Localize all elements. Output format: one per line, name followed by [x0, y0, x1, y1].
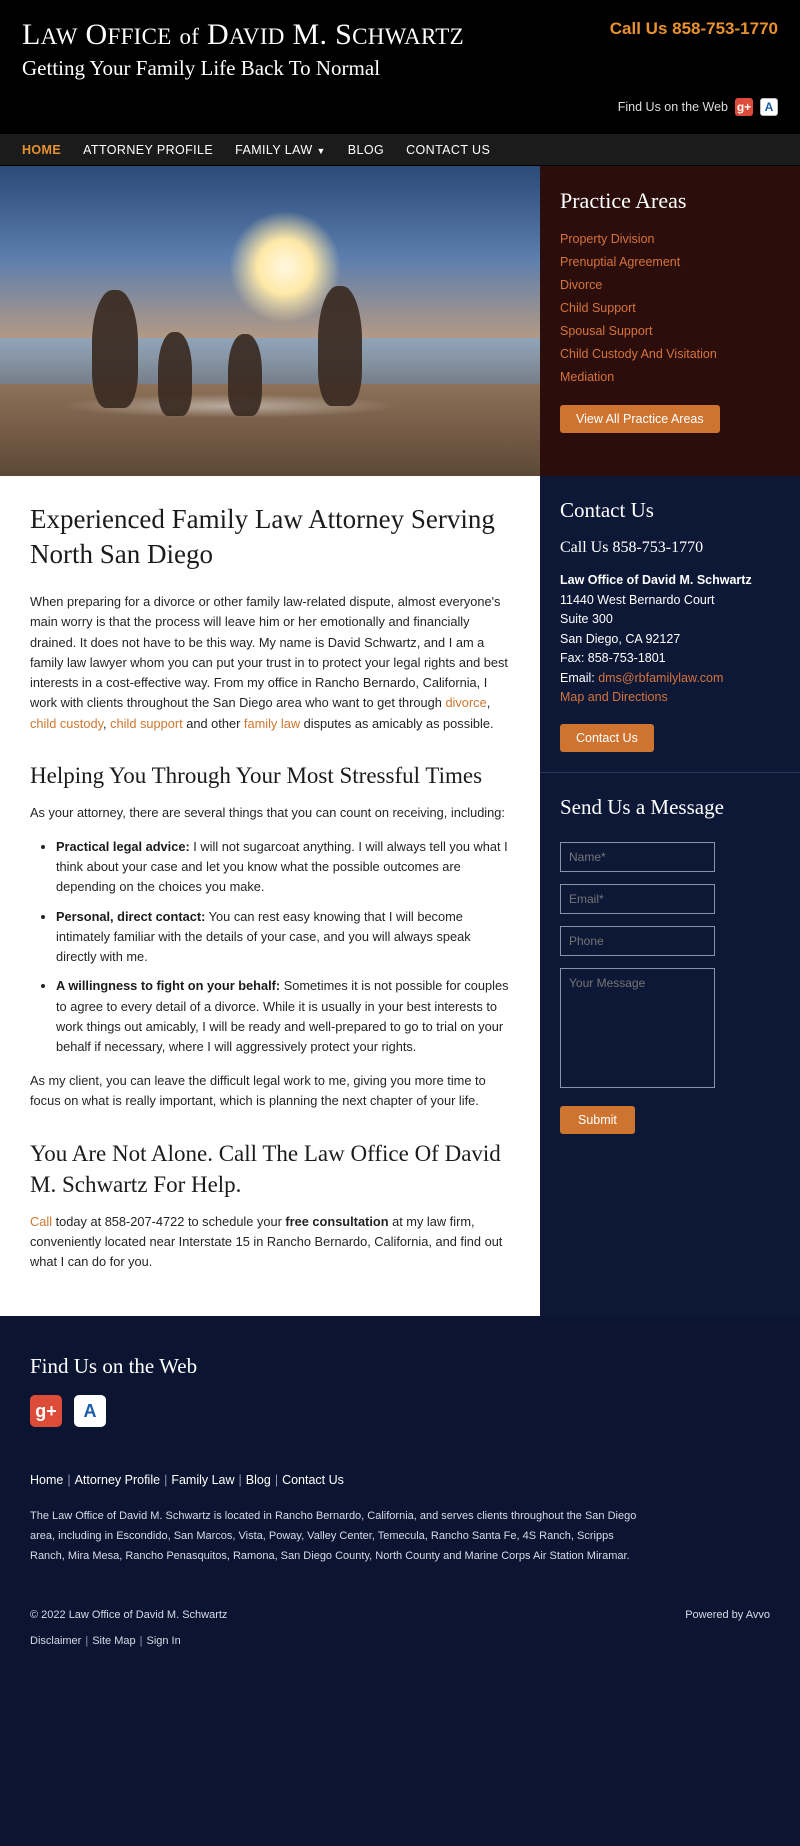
- figure-adult-right: [318, 286, 362, 406]
- practice-areas-list: [560, 230, 780, 386]
- list-item: • Personal, direct contact: You can rest easy knowing that I will become intimately familiar with the details of your case, and you will always speak directly with me.: [56, 907, 510, 968]
- map-directions-link[interactable]: Map and Directions: [560, 690, 668, 704]
- figure-adult-left: [92, 290, 138, 408]
- message-form-title: Send Us a Message: [560, 794, 724, 819]
- avvo-icon[interactable]: A: [74, 1395, 106, 1427]
- practice-link-prenuptial-agreement[interactable]: Prenuptial Agreement: [560, 255, 681, 269]
- practice-link-spousal-support[interactable]: Spousal Support: [560, 324, 653, 338]
- submit-button[interactable]: Submit: [560, 1106, 635, 1134]
- header-phone[interactable]: Call Us 858-753-1770: [609, 19, 778, 38]
- footer-bottom-bar: [30, 1601, 770, 1621]
- section-heading-not-alone: You Are Not Alone. Call The Law Office Of David M. Schwartz For Help.: [30, 1140, 501, 1197]
- benefits-list: [30, 837, 510, 1057]
- footer-nav-blog[interactable]: Blog: [245, 1473, 271, 1488]
- footer-nav-contact-us[interactable]: Contact Us: [282, 1473, 344, 1488]
- contact-title: Contact Us: [560, 498, 654, 522]
- nav-item-attorney-profile[interactable]: ATTORNEY PROFILE: [83, 142, 214, 157]
- practice-link-mediation[interactable]: Mediation: [560, 370, 615, 384]
- sidebar: [540, 166, 800, 1316]
- phone-field[interactable]: [560, 926, 715, 956]
- main-navigation: [0, 134, 800, 166]
- header-find-us: [618, 98, 778, 116]
- message-field[interactable]: [560, 968, 715, 1088]
- footer-nav-attorney-profile[interactable]: Attorney Profile: [74, 1473, 161, 1488]
- link-divorce[interactable]: divorce: [445, 695, 487, 711]
- intro-paragraph: When preparing for a divorce or other family law-related dispute, almost everyone's main worry is that the process will leave him or her emotionally and financially drained. It does not have to be this way. My name is David Schwartz, and I am a family law lawyer whom you can put your trust in to protect your legal rights and best interests in a cost-effective way. From my office in Rancho Bernardo, California, I work with clients throughout the San Diego area who want to get through divorce, child custody, child support and other family law disputes as amicably as possible.: [30, 594, 508, 731]
- paragraph-call-to-action: Call today at 858-207-4722 to schedule your free consultation at my law firm, conveniently located near Interstate 15 in Rancho Bernardo, California, and find out what I can do for you.: [30, 1213, 503, 1270]
- practice-areas-panel: [540, 166, 800, 476]
- nav-item-family-law[interactable]: FAMILY LAW ▼: [235, 142, 326, 157]
- powered-by: Powered by Avvo: [685, 1608, 770, 1621]
- nav-item-contact-us[interactable]: CONTACT US: [406, 142, 491, 157]
- main-column: [0, 166, 540, 1316]
- name-field[interactable]: [560, 842, 715, 872]
- list-item: • Practical legal advice: I will not sugarcoat anything. I will always tell you what I think about your case and let you know what the possible outcomes are depending on the choices you make.: [56, 837, 510, 898]
- firm-name: LAW OFFICE of DAVID M. SCHWARTZ: [22, 18, 464, 51]
- free-consultation-label: free consultation: [285, 1213, 389, 1229]
- list-item: • A willingness to fight on your behalf: Sometimes it is not possible for couples to agree to every detail of a divorce. While it is usually in your best interests to work things out amicably, I will be ready and well-prepared to go to trial on your behalf if necessary, where I will aggressively protect your rights.: [56, 976, 510, 1057]
- contact-email-link[interactable]: dms@rbfamilylaw.com: [598, 670, 724, 685]
- contact-street: 11440 West Bernardo Court: [560, 592, 715, 607]
- chevron-down-icon: ▼: [316, 145, 326, 156]
- paragraph-counting-on: As your attorney, there are several things that you can count on receiving, including:: [30, 804, 505, 820]
- message-form-panel: [540, 773, 800, 1164]
- bullet-label: Practical legal advice:: [56, 838, 190, 854]
- site-map-link[interactable]: Site Map: [92, 1634, 136, 1647]
- contact-panel: [540, 476, 800, 773]
- footer-find-us-title: Find Us on the Web: [30, 1354, 198, 1379]
- figure-child-right: [228, 334, 262, 416]
- avvo-icon[interactable]: A: [760, 98, 778, 116]
- figure-child-left: [158, 332, 192, 416]
- footer-social-links: [30, 1395, 770, 1427]
- email-field[interactable]: [560, 884, 715, 914]
- practice-link-property-division[interactable]: Property Division: [560, 232, 655, 246]
- find-us-label: Find Us on the Web: [617, 100, 728, 114]
- link-family-law[interactable]: family law: [243, 715, 301, 731]
- bullet-label: A willingness to fight on your behalf:: [56, 978, 281, 994]
- practice-link-child-support[interactable]: Child Support: [560, 301, 636, 315]
- paragraph-client: As my client, you can leave the difficult legal work to me, giving you more time to focus on what is really important, which is planning the next chapter of your life.: [30, 1073, 486, 1109]
- footer-disclaimer-text: The Law Office of David M. Schwartz is located in Rancho Bernardo, California, and serves clients throughout the San Diego area, including in Escondido, San Marcos, Vista, Poway, Valley Center, Temecula, Rancho Santa Fe, 4S Ranch, Scripps Ranch, Mira Mesa, Rancho Penasquitos, Ramona, San Diego County, North County and Marine Corps Air Station Miramar.: [30, 1510, 637, 1562]
- disclaimer-link[interactable]: Disclaimer: [30, 1634, 82, 1647]
- contact-fax: Fax: 858-753-1801: [560, 651, 666, 665]
- site-header: [0, 0, 800, 134]
- practice-link-divorce[interactable]: Divorce: [560, 278, 603, 292]
- practice-link-child-custody-visitation[interactable]: Child Custody And Visitation: [560, 347, 717, 361]
- google-plus-icon[interactable]: g+: [30, 1395, 62, 1427]
- bullet-label: Personal, direct contact:: [56, 908, 206, 924]
- footer-nav-home[interactable]: Home: [30, 1473, 64, 1488]
- contact-email-row: Email: dms@rbfamilylaw.com: [560, 670, 724, 685]
- google-plus-icon[interactable]: g+: [736, 100, 752, 114]
- practice-areas-title: Practice Areas: [560, 188, 687, 213]
- nav-item-home[interactable]: HOME: [22, 142, 62, 157]
- body-wrapper: [0, 166, 800, 1316]
- hero-image: [0, 166, 540, 476]
- contact-firm-name: Law Office of David M. Schwartz: [560, 573, 752, 587]
- article-content: [0, 476, 540, 1316]
- link-child-support[interactable]: child support: [110, 715, 183, 731]
- contact-phone[interactable]: Call Us 858-753-1770: [560, 539, 704, 556]
- copyright: © 2022 Law Office of David M. Schwartz: [30, 1608, 228, 1621]
- tagline: Getting Your Family Life Back To Normal: [22, 56, 381, 80]
- view-all-practice-areas-button[interactable]: View All Practice Areas: [560, 405, 720, 433]
- contact-us-button[interactable]: Contact Us: [560, 724, 654, 752]
- section-heading-helping: Helping You Through Your Most Stressful Times: [30, 762, 483, 788]
- nav-item-blog[interactable]: BLOG: [347, 142, 385, 157]
- contact-suite: Suite 300: [560, 612, 613, 626]
- footer-navigation: Home | Attorney Profile | Family Law | Blog | Contact Us: [30, 1473, 344, 1488]
- footer-nav-family-law[interactable]: Family Law: [171, 1473, 235, 1488]
- contact-city-state-zip: San Diego, CA 92127: [560, 631, 681, 646]
- site-footer: [0, 1316, 800, 1660]
- contact-address: [560, 571, 780, 708]
- sign-in-link[interactable]: Sign In: [146, 1634, 181, 1647]
- link-call[interactable]: Call: [30, 1213, 53, 1229]
- page-title: Experienced Family Law Attorney Serving North San Diego: [30, 504, 495, 570]
- footer-legal-links: Disclaimer | Site Map | Sign In: [30, 1634, 181, 1647]
- link-child-custody[interactable]: child custody: [30, 715, 104, 731]
